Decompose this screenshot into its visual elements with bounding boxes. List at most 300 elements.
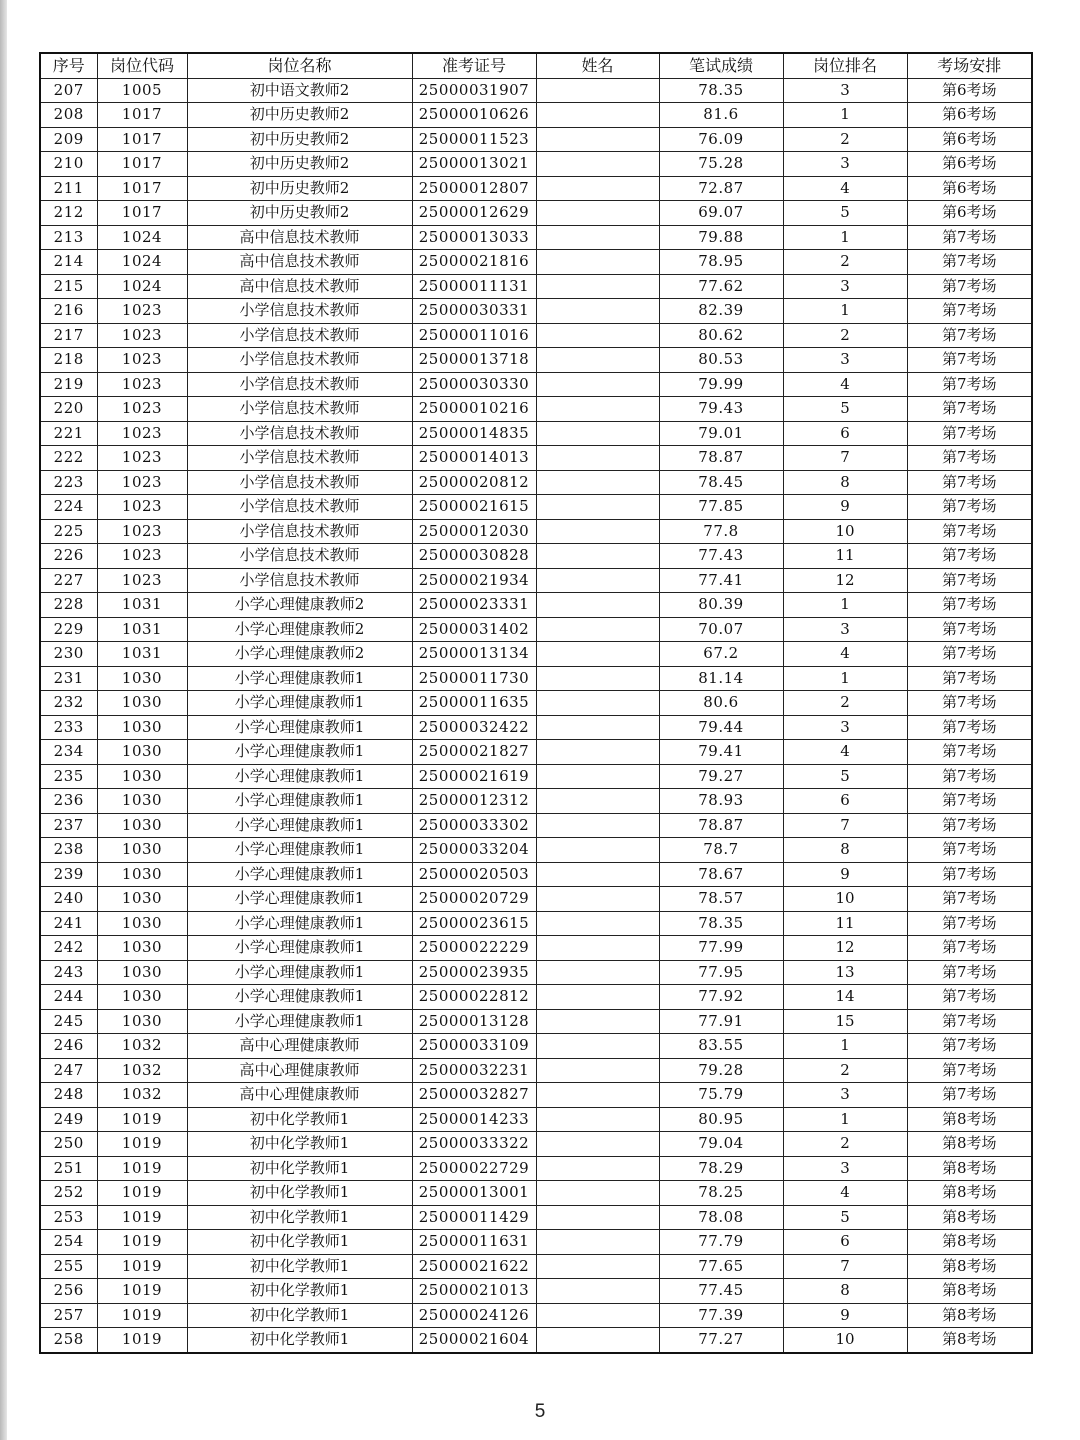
cell-post-rank: 10 bbox=[783, 887, 907, 912]
cell-post-name: 初中化学教师1 bbox=[187, 1279, 412, 1304]
cell-written-score: 78.29 bbox=[659, 1156, 783, 1181]
cell-name bbox=[536, 936, 659, 961]
cell-post-rank: 7 bbox=[783, 446, 907, 471]
cell-ticket-number: 25000032231 bbox=[412, 1058, 536, 1083]
cell-seq: 240 bbox=[40, 887, 97, 912]
cell-post-rank: 3 bbox=[783, 78, 907, 103]
cell-name bbox=[536, 887, 659, 912]
cell-post-name: 小学信息技术教师 bbox=[187, 299, 412, 324]
cell-ticket-number: 25000013718 bbox=[412, 348, 536, 373]
cell-post-rank: 12 bbox=[783, 568, 907, 593]
cell-ticket-number: 25000023331 bbox=[412, 593, 536, 618]
cell-seq: 221 bbox=[40, 421, 97, 446]
cell-post-code: 1023 bbox=[97, 299, 187, 324]
cell-name bbox=[536, 1083, 659, 1108]
cell-written-score: 83.55 bbox=[659, 1034, 783, 1059]
cell-exam-room: 第7考场 bbox=[907, 715, 1032, 740]
cell-written-score: 79.04 bbox=[659, 1132, 783, 1157]
cell-written-score: 77.65 bbox=[659, 1254, 783, 1279]
cell-post-rank: 5 bbox=[783, 397, 907, 422]
table-row bbox=[40, 1328, 1032, 1353]
cell-written-score: 72.87 bbox=[659, 176, 783, 201]
cell-seq: 217 bbox=[40, 323, 97, 348]
cell-seq: 257 bbox=[40, 1303, 97, 1328]
cell-post-rank: 11 bbox=[783, 544, 907, 569]
cell-ticket-number: 25000020812 bbox=[412, 470, 536, 495]
cell-seq: 251 bbox=[40, 1156, 97, 1181]
cell-post-name: 初中历史教师2 bbox=[187, 103, 412, 128]
cell-exam-room: 第6考场 bbox=[907, 103, 1032, 128]
cell-post-code: 1030 bbox=[97, 764, 187, 789]
cell-seq: 236 bbox=[40, 789, 97, 814]
cell-name bbox=[536, 176, 659, 201]
cell-exam-room: 第8考场 bbox=[907, 1303, 1032, 1328]
table-row bbox=[40, 470, 1032, 495]
header-post-name: 岗位名称 bbox=[187, 53, 412, 78]
cell-post-name: 初中化学教师1 bbox=[187, 1132, 412, 1157]
cell-post-name: 小学信息技术教师 bbox=[187, 397, 412, 422]
cell-exam-room: 第8考场 bbox=[907, 1328, 1032, 1353]
cell-ticket-number: 25000033204 bbox=[412, 838, 536, 863]
cell-name bbox=[536, 1107, 659, 1132]
cell-name bbox=[536, 274, 659, 299]
cell-post-name: 初中化学教师1 bbox=[187, 1254, 412, 1279]
cell-written-score: 77.62 bbox=[659, 274, 783, 299]
cell-name bbox=[536, 691, 659, 716]
cell-ticket-number: 25000011016 bbox=[412, 323, 536, 348]
cell-written-score: 77.79 bbox=[659, 1230, 783, 1255]
cell-seq: 246 bbox=[40, 1034, 97, 1059]
cell-post-rank: 1 bbox=[783, 103, 907, 128]
table-row bbox=[40, 617, 1032, 642]
cell-exam-room: 第7考场 bbox=[907, 666, 1032, 691]
table-row bbox=[40, 152, 1032, 177]
cell-post-rank: 2 bbox=[783, 691, 907, 716]
cell-seq: 235 bbox=[40, 764, 97, 789]
cell-post-code: 1017 bbox=[97, 127, 187, 152]
cell-post-name: 初中化学教师1 bbox=[187, 1303, 412, 1328]
cell-post-code: 1023 bbox=[97, 421, 187, 446]
cell-post-code: 1032 bbox=[97, 1034, 187, 1059]
cell-post-code: 1030 bbox=[97, 960, 187, 985]
cell-name bbox=[536, 1279, 659, 1304]
cell-post-rank: 8 bbox=[783, 470, 907, 495]
page-number: 5 bbox=[534, 1401, 546, 1422]
cell-ticket-number: 25000032422 bbox=[412, 715, 536, 740]
table-row bbox=[40, 862, 1032, 887]
cell-seq: 242 bbox=[40, 936, 97, 961]
cell-post-name: 初中历史教师2 bbox=[187, 176, 412, 201]
cell-ticket-number: 25000020503 bbox=[412, 862, 536, 887]
cell-seq: 245 bbox=[40, 1009, 97, 1034]
cell-post-name: 小学信息技术教师 bbox=[187, 568, 412, 593]
cell-name bbox=[536, 470, 659, 495]
cell-post-rank: 14 bbox=[783, 985, 907, 1010]
cell-seq: 243 bbox=[40, 960, 97, 985]
cell-written-score: 78.35 bbox=[659, 911, 783, 936]
table-row bbox=[40, 985, 1032, 1010]
cell-post-name: 小学心理健康教师1 bbox=[187, 691, 412, 716]
cell-ticket-number: 25000013128 bbox=[412, 1009, 536, 1034]
cell-exam-room: 第8考场 bbox=[907, 1254, 1032, 1279]
cell-post-name: 初中历史教师2 bbox=[187, 152, 412, 177]
cell-seq: 233 bbox=[40, 715, 97, 740]
cell-post-code: 1023 bbox=[97, 544, 187, 569]
cell-written-score: 78.95 bbox=[659, 250, 783, 275]
cell-name bbox=[536, 568, 659, 593]
cell-post-name: 高中信息技术教师 bbox=[187, 225, 412, 250]
cell-exam-room: 第8考场 bbox=[907, 1107, 1032, 1132]
cell-seq: 258 bbox=[40, 1328, 97, 1353]
cell-seq: 227 bbox=[40, 568, 97, 593]
cell-post-name: 小学心理健康教师1 bbox=[187, 936, 412, 961]
cell-seq: 211 bbox=[40, 176, 97, 201]
cell-exam-room: 第8考场 bbox=[907, 1181, 1032, 1206]
cell-seq: 247 bbox=[40, 1058, 97, 1083]
cell-post-rank: 5 bbox=[783, 1205, 907, 1230]
cell-ticket-number: 25000011635 bbox=[412, 691, 536, 716]
cell-written-score: 78.45 bbox=[659, 470, 783, 495]
cell-name bbox=[536, 250, 659, 275]
cell-ticket-number: 25000013134 bbox=[412, 642, 536, 667]
cell-exam-room: 第7考场 bbox=[907, 789, 1032, 814]
cell-written-score: 79.01 bbox=[659, 421, 783, 446]
cell-post-name: 初中化学教师1 bbox=[187, 1156, 412, 1181]
cell-exam-room: 第7考场 bbox=[907, 838, 1032, 863]
cell-exam-room: 第7考场 bbox=[907, 299, 1032, 324]
cell-exam-room: 第7考场 bbox=[907, 372, 1032, 397]
cell-written-score: 80.62 bbox=[659, 323, 783, 348]
cell-seq: 226 bbox=[40, 544, 97, 569]
table-row bbox=[40, 911, 1032, 936]
cell-post-rank: 3 bbox=[783, 617, 907, 642]
cell-seq: 207 bbox=[40, 78, 97, 103]
cell-ticket-number: 25000031402 bbox=[412, 617, 536, 642]
cell-post-rank: 1 bbox=[783, 1107, 907, 1132]
table-row bbox=[40, 740, 1032, 765]
cell-written-score: 78.87 bbox=[659, 813, 783, 838]
cell-seq: 225 bbox=[40, 519, 97, 544]
table-row bbox=[40, 1230, 1032, 1255]
cell-post-rank: 4 bbox=[783, 740, 907, 765]
cell-post-rank: 11 bbox=[783, 911, 907, 936]
cell-written-score: 78.7 bbox=[659, 838, 783, 863]
cell-post-rank: 2 bbox=[783, 1132, 907, 1157]
cell-name bbox=[536, 544, 659, 569]
cell-written-score: 78.57 bbox=[659, 887, 783, 912]
cell-post-code: 1019 bbox=[97, 1254, 187, 1279]
cell-exam-room: 第7考场 bbox=[907, 544, 1032, 569]
cell-ticket-number: 25000010626 bbox=[412, 103, 536, 128]
cell-written-score: 78.93 bbox=[659, 789, 783, 814]
cell-name bbox=[536, 1328, 659, 1353]
table-row bbox=[40, 299, 1032, 324]
cell-name bbox=[536, 617, 659, 642]
cell-post-name: 小学心理健康教师1 bbox=[187, 985, 412, 1010]
table-row bbox=[40, 1107, 1032, 1132]
cell-ticket-number: 25000020729 bbox=[412, 887, 536, 912]
cell-post-rank: 8 bbox=[783, 838, 907, 863]
cell-exam-room: 第7考场 bbox=[907, 568, 1032, 593]
cell-ticket-number: 25000011131 bbox=[412, 274, 536, 299]
cell-post-name: 小学心理健康教师1 bbox=[187, 838, 412, 863]
cell-ticket-number: 25000021619 bbox=[412, 764, 536, 789]
cell-post-rank: 9 bbox=[783, 862, 907, 887]
cell-ticket-number: 25000024126 bbox=[412, 1303, 536, 1328]
cell-written-score: 69.07 bbox=[659, 201, 783, 226]
cell-ticket-number: 25000014233 bbox=[412, 1107, 536, 1132]
cell-written-score: 79.88 bbox=[659, 225, 783, 250]
cell-exam-room: 第7考场 bbox=[907, 1083, 1032, 1108]
cell-name bbox=[536, 1303, 659, 1328]
cell-post-rank: 3 bbox=[783, 1156, 907, 1181]
cell-ticket-number: 25000021934 bbox=[412, 568, 536, 593]
cell-seq: 216 bbox=[40, 299, 97, 324]
cell-post-code: 1017 bbox=[97, 152, 187, 177]
cell-exam-room: 第7考场 bbox=[907, 740, 1032, 765]
cell-written-score: 80.53 bbox=[659, 348, 783, 373]
cell-post-rank: 3 bbox=[783, 274, 907, 299]
cell-exam-room: 第7考场 bbox=[907, 887, 1032, 912]
table-row bbox=[40, 1083, 1032, 1108]
cell-exam-room: 第7考场 bbox=[907, 960, 1032, 985]
header-ticket-number: 准考证号 bbox=[412, 53, 536, 78]
cell-name bbox=[536, 323, 659, 348]
cell-post-rank: 1 bbox=[783, 666, 907, 691]
cell-ticket-number: 25000023615 bbox=[412, 911, 536, 936]
cell-post-code: 1005 bbox=[97, 78, 187, 103]
cell-post-code: 1030 bbox=[97, 691, 187, 716]
cell-written-score: 79.43 bbox=[659, 397, 783, 422]
cell-exam-room: 第7考场 bbox=[907, 519, 1032, 544]
cell-post-rank: 1 bbox=[783, 299, 907, 324]
cell-post-rank: 8 bbox=[783, 1279, 907, 1304]
cell-post-name: 小学信息技术教师 bbox=[187, 446, 412, 471]
cell-name bbox=[536, 127, 659, 152]
cell-post-name: 小学心理健康教师1 bbox=[187, 887, 412, 912]
cell-post-rank: 7 bbox=[783, 1254, 907, 1279]
cell-written-score: 77.45 bbox=[659, 1279, 783, 1304]
cell-post-code: 1030 bbox=[97, 936, 187, 961]
cell-written-score: 77.43 bbox=[659, 544, 783, 569]
cell-post-code: 1023 bbox=[97, 519, 187, 544]
cell-name bbox=[536, 1181, 659, 1206]
cell-written-score: 77.41 bbox=[659, 568, 783, 593]
cell-post-name: 小学心理健康教师1 bbox=[187, 740, 412, 765]
table-row bbox=[40, 397, 1032, 422]
cell-post-code: 1019 bbox=[97, 1230, 187, 1255]
cell-written-score: 77.8 bbox=[659, 519, 783, 544]
cell-ticket-number: 25000032827 bbox=[412, 1083, 536, 1108]
table-row bbox=[40, 568, 1032, 593]
table-row bbox=[40, 372, 1032, 397]
cell-post-rank: 12 bbox=[783, 936, 907, 961]
cell-written-score: 81.14 bbox=[659, 666, 783, 691]
cell-post-code: 1023 bbox=[97, 323, 187, 348]
table-row bbox=[40, 127, 1032, 152]
cell-post-code: 1019 bbox=[97, 1205, 187, 1230]
cell-exam-room: 第6考场 bbox=[907, 152, 1032, 177]
cell-exam-room: 第7考场 bbox=[907, 1009, 1032, 1034]
cell-ticket-number: 25000012312 bbox=[412, 789, 536, 814]
cell-post-code: 1019 bbox=[97, 1132, 187, 1157]
cell-post-code: 1019 bbox=[97, 1303, 187, 1328]
cell-seq: 239 bbox=[40, 862, 97, 887]
cell-seq: 231 bbox=[40, 666, 97, 691]
table-row bbox=[40, 764, 1032, 789]
cell-written-score: 77.92 bbox=[659, 985, 783, 1010]
cell-post-name: 初中历史教师2 bbox=[187, 201, 412, 226]
cell-exam-room: 第7考场 bbox=[907, 764, 1032, 789]
cell-name bbox=[536, 960, 659, 985]
cell-post-name: 高中心理健康教师 bbox=[187, 1034, 412, 1059]
cell-name bbox=[536, 1205, 659, 1230]
table-row bbox=[40, 323, 1032, 348]
cell-post-name: 小学信息技术教师 bbox=[187, 421, 412, 446]
cell-written-score: 77.99 bbox=[659, 936, 783, 961]
cell-exam-room: 第7考场 bbox=[907, 936, 1032, 961]
cell-ticket-number: 25000030331 bbox=[412, 299, 536, 324]
cell-post-rank: 9 bbox=[783, 495, 907, 520]
cell-ticket-number: 25000021622 bbox=[412, 1254, 536, 1279]
cell-seq: 249 bbox=[40, 1107, 97, 1132]
cell-post-rank: 3 bbox=[783, 1083, 907, 1108]
cell-exam-room: 第6考场 bbox=[907, 176, 1032, 201]
cell-post-code: 1023 bbox=[97, 495, 187, 520]
cell-post-name: 小学心理健康教师2 bbox=[187, 593, 412, 618]
cell-exam-room: 第7考场 bbox=[907, 1058, 1032, 1083]
cell-seq: 253 bbox=[40, 1205, 97, 1230]
cell-written-score: 79.99 bbox=[659, 372, 783, 397]
cell-name bbox=[536, 421, 659, 446]
cell-name bbox=[536, 985, 659, 1010]
table-row bbox=[40, 593, 1032, 618]
cell-post-code: 1017 bbox=[97, 201, 187, 226]
cell-name bbox=[536, 838, 659, 863]
cell-post-code: 1030 bbox=[97, 887, 187, 912]
cell-post-rank: 1 bbox=[783, 593, 907, 618]
cell-written-score: 77.85 bbox=[659, 495, 783, 520]
cell-name bbox=[536, 1058, 659, 1083]
cell-post-rank: 13 bbox=[783, 960, 907, 985]
cell-post-code: 1019 bbox=[97, 1279, 187, 1304]
cell-name bbox=[536, 911, 659, 936]
cell-post-rank: 7 bbox=[783, 813, 907, 838]
cell-post-code: 1030 bbox=[97, 715, 187, 740]
table-row bbox=[40, 1009, 1032, 1034]
cell-seq: 250 bbox=[40, 1132, 97, 1157]
table-row bbox=[40, 960, 1032, 985]
cell-name bbox=[536, 1009, 659, 1034]
cell-post-name: 小学信息技术教师 bbox=[187, 544, 412, 569]
cell-post-code: 1023 bbox=[97, 568, 187, 593]
cell-exam-room: 第7考场 bbox=[907, 470, 1032, 495]
table-row bbox=[40, 1132, 1032, 1157]
table-row bbox=[40, 789, 1032, 814]
cell-name bbox=[536, 1132, 659, 1157]
header-post-rank: 岗位排名 bbox=[783, 53, 907, 78]
cell-name bbox=[536, 1230, 659, 1255]
cell-seq: 228 bbox=[40, 593, 97, 618]
cell-written-score: 81.6 bbox=[659, 103, 783, 128]
cell-seq: 229 bbox=[40, 617, 97, 642]
table-row bbox=[40, 519, 1032, 544]
cell-exam-room: 第8考场 bbox=[907, 1230, 1032, 1255]
cell-seq: 244 bbox=[40, 985, 97, 1010]
table-row bbox=[40, 103, 1032, 128]
cell-written-score: 77.91 bbox=[659, 1009, 783, 1034]
cell-ticket-number: 25000031907 bbox=[412, 78, 536, 103]
cell-ticket-number: 25000030828 bbox=[412, 544, 536, 569]
cell-written-score: 82.39 bbox=[659, 299, 783, 324]
cell-ticket-number: 25000011730 bbox=[412, 666, 536, 691]
header-name: 姓名 bbox=[536, 53, 659, 78]
cell-seq: 220 bbox=[40, 397, 97, 422]
cell-post-name: 高中信息技术教师 bbox=[187, 274, 412, 299]
cell-ticket-number: 25000021604 bbox=[412, 1328, 536, 1353]
cell-exam-room: 第7考场 bbox=[907, 813, 1032, 838]
cell-name bbox=[536, 789, 659, 814]
cell-post-name: 小学信息技术教师 bbox=[187, 323, 412, 348]
cell-post-code: 1023 bbox=[97, 397, 187, 422]
cell-ticket-number: 25000012807 bbox=[412, 176, 536, 201]
cell-seq: 214 bbox=[40, 250, 97, 275]
header-exam-room: 考场安排 bbox=[907, 53, 1032, 78]
cell-seq: 238 bbox=[40, 838, 97, 863]
cell-seq: 222 bbox=[40, 446, 97, 471]
table-row bbox=[40, 176, 1032, 201]
table-row bbox=[40, 348, 1032, 373]
table-row bbox=[40, 1254, 1032, 1279]
cell-ticket-number: 25000013033 bbox=[412, 225, 536, 250]
cell-ticket-number: 25000033322 bbox=[412, 1132, 536, 1157]
score-table bbox=[39, 52, 1033, 1354]
cell-name bbox=[536, 862, 659, 887]
cell-post-name: 小学心理健康教师1 bbox=[187, 960, 412, 985]
cell-post-code: 1023 bbox=[97, 348, 187, 373]
cell-post-name: 小学心理健康教师1 bbox=[187, 813, 412, 838]
cell-exam-room: 第8考场 bbox=[907, 1156, 1032, 1181]
cell-ticket-number: 25000033109 bbox=[412, 1034, 536, 1059]
cell-post-name: 初中化学教师1 bbox=[187, 1205, 412, 1230]
cell-post-rank: 4 bbox=[783, 1181, 907, 1206]
cell-post-name: 小学信息技术教师 bbox=[187, 495, 412, 520]
cell-ticket-number: 25000013001 bbox=[412, 1181, 536, 1206]
cell-written-score: 78.87 bbox=[659, 446, 783, 471]
cell-exam-room: 第7考场 bbox=[907, 495, 1032, 520]
table-row bbox=[40, 838, 1032, 863]
cell-name bbox=[536, 519, 659, 544]
cell-post-name: 初中历史教师2 bbox=[187, 127, 412, 152]
cell-post-code: 1019 bbox=[97, 1181, 187, 1206]
table-row bbox=[40, 887, 1032, 912]
cell-written-score: 67.2 bbox=[659, 642, 783, 667]
cell-seq: 237 bbox=[40, 813, 97, 838]
table-row bbox=[40, 544, 1032, 569]
cell-written-score: 79.27 bbox=[659, 764, 783, 789]
cell-ticket-number: 25000011631 bbox=[412, 1230, 536, 1255]
cell-post-code: 1023 bbox=[97, 372, 187, 397]
cell-post-code: 1032 bbox=[97, 1083, 187, 1108]
cell-written-score: 79.44 bbox=[659, 715, 783, 740]
table-row bbox=[40, 201, 1032, 226]
cell-post-name: 高中信息技术教师 bbox=[187, 250, 412, 275]
cell-post-code: 1019 bbox=[97, 1107, 187, 1132]
cell-post-rank: 4 bbox=[783, 176, 907, 201]
cell-written-score: 80.95 bbox=[659, 1107, 783, 1132]
table-row bbox=[40, 813, 1032, 838]
cell-exam-room: 第7考场 bbox=[907, 446, 1032, 471]
